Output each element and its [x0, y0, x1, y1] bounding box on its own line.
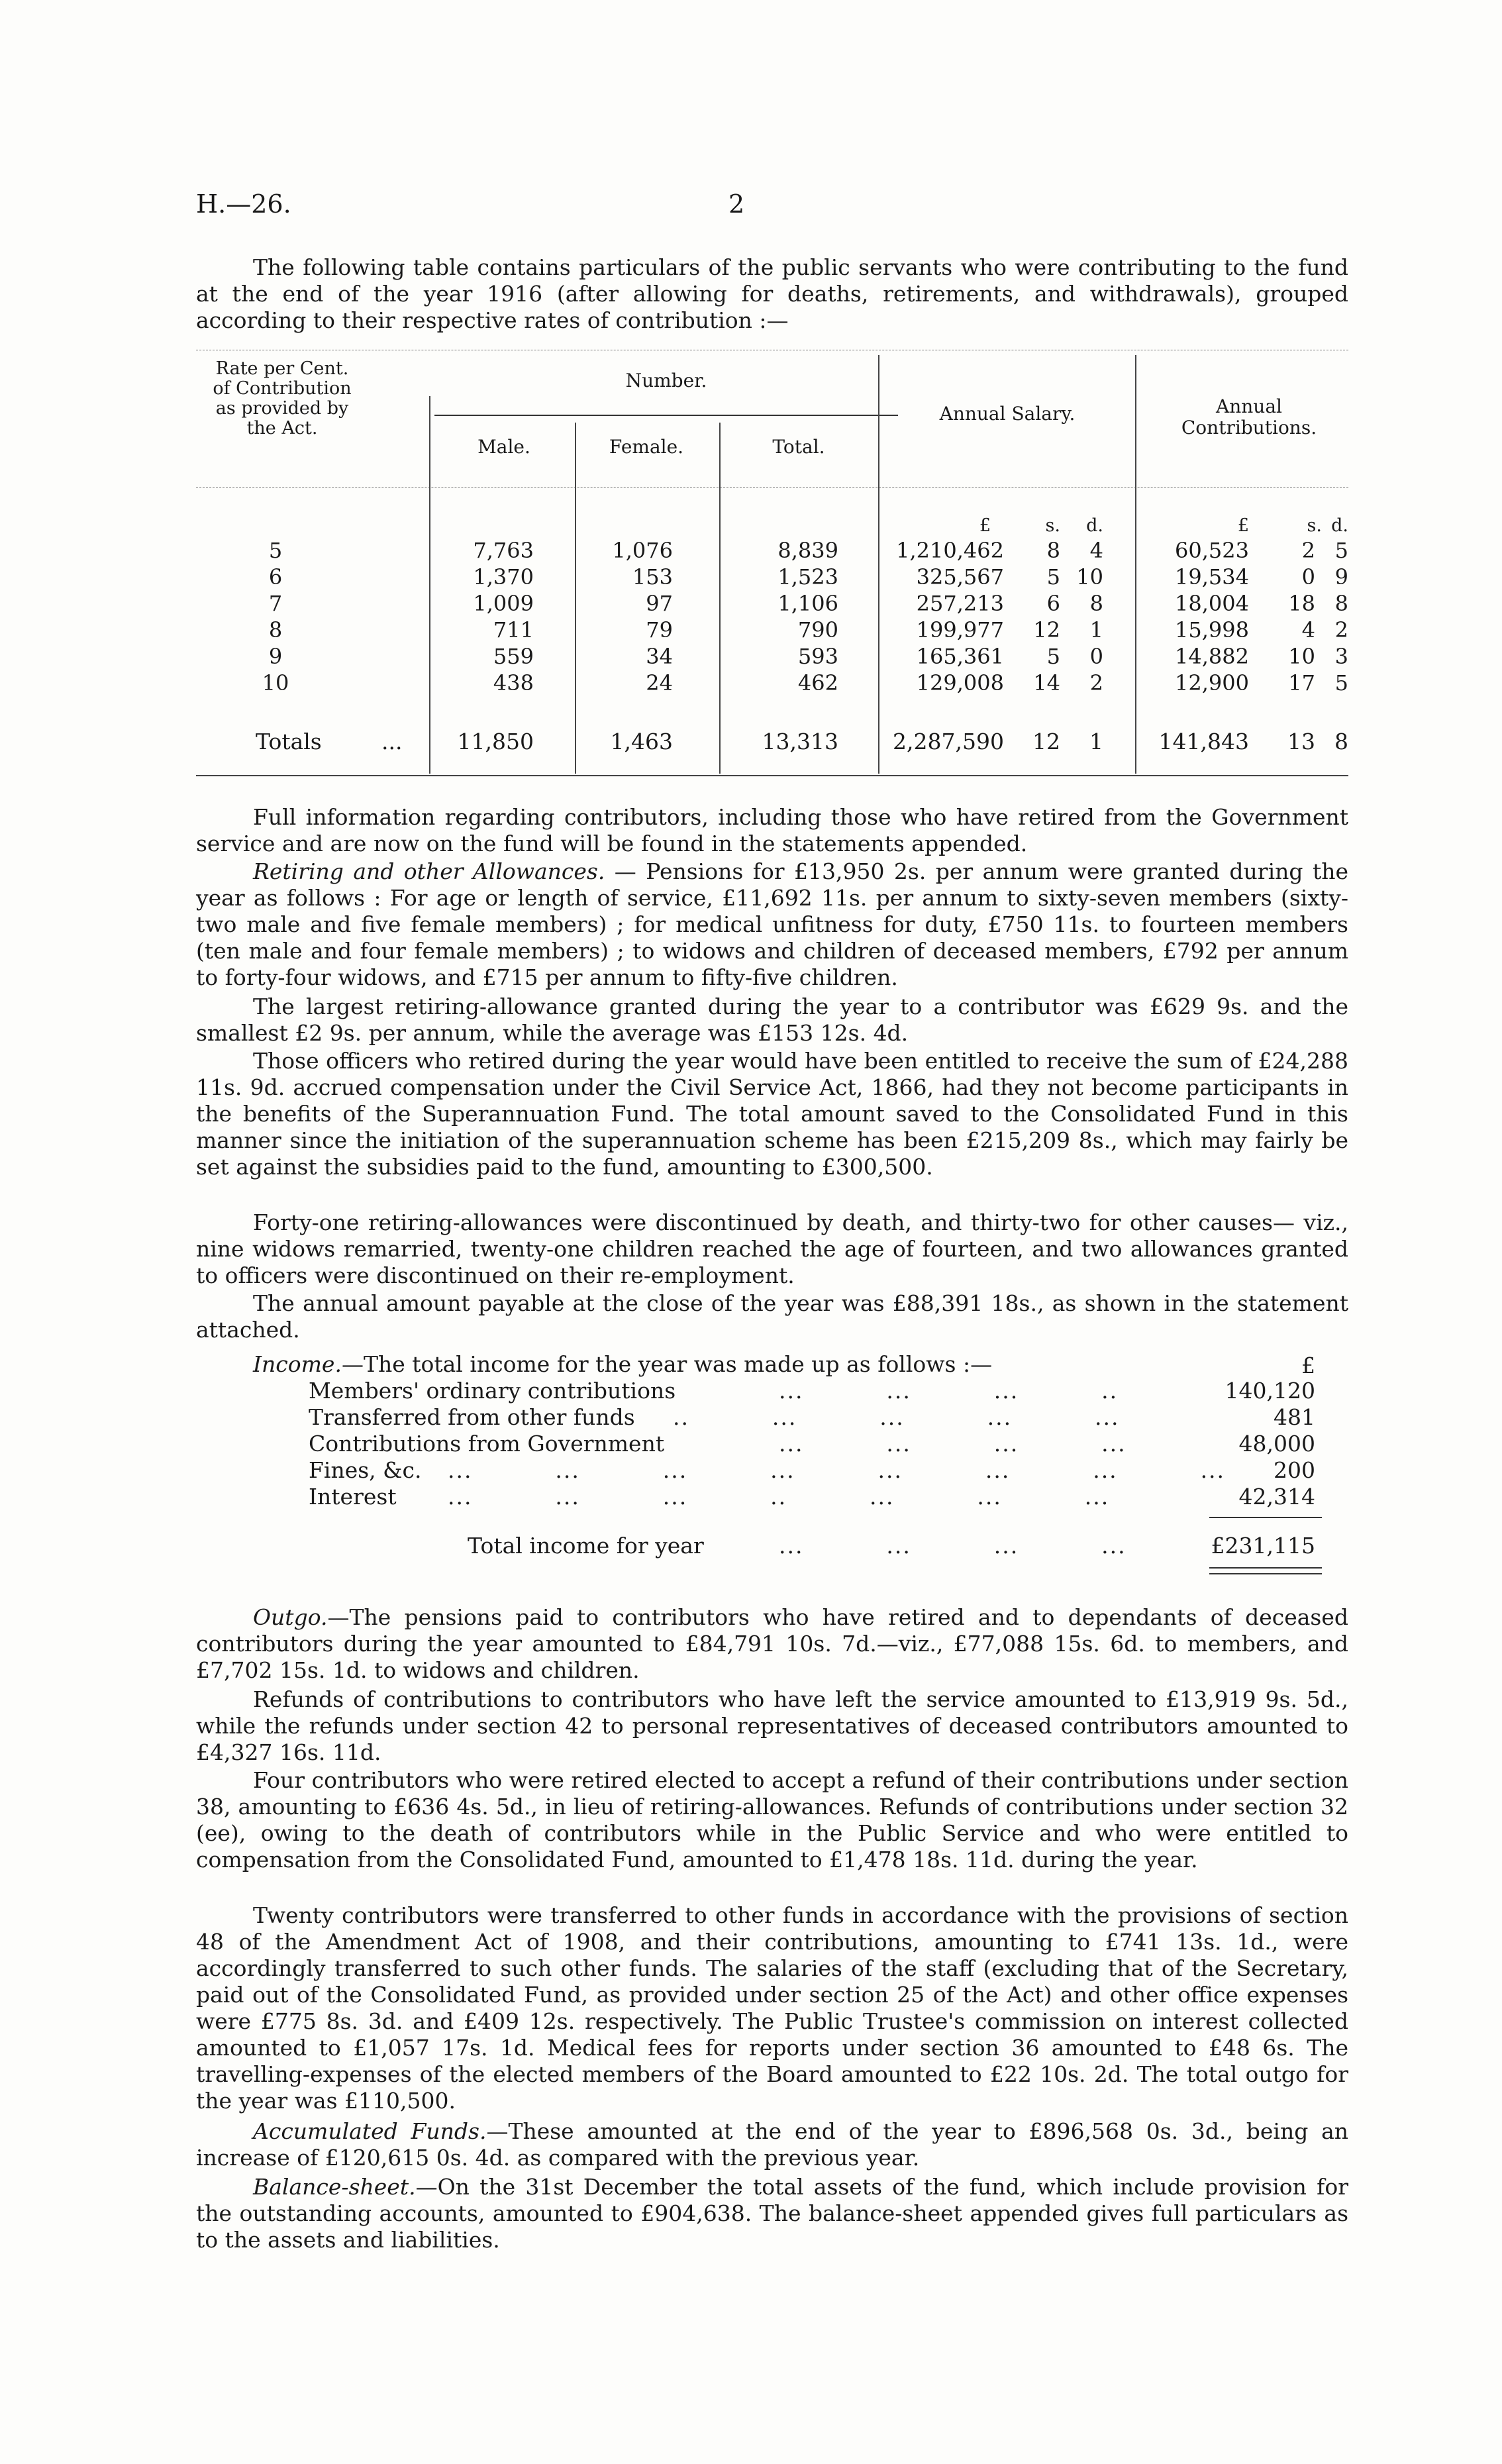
intro-paragraph: The following table contains particulars of the public servants who were contributing to the fund at the end of the year 1916 (after allowing for deaths, retirements, and withdrawals), grouped according to their respective rates of contribution :—	[196, 254, 1348, 333]
contrib-pounds-cell: 60,523	[1175, 538, 1249, 563]
four-contributors-paragraph: Four contributors who were retired elected to accept a refund of their contributions under section 38, amounting to £636 4s. 5d., in lieu of retiring-allowances. Refunds of contributions under section 32 (ee), owing to the death of contributors while in the Public Service and who were entitled to compensation from the Consolidated Fund, amounted to £1,478 18s. 11d. during the year.	[196, 1767, 1348, 1873]
contrib-pounds-cell: 18,004	[1175, 591, 1249, 616]
total-cell: 593	[797, 644, 838, 669]
male-cell: 1,370	[473, 564, 534, 590]
refunds-paragraph: Refunds of contributions to contributors who have left the service amounted to £13,919 9s. 5d., while the refunds under section 42 to personal representatives of deceased contributors amounted to £4,327 16s. 11d.	[196, 1686, 1348, 1765]
unit-salary-pound: £	[979, 515, 991, 536]
totals-female: 1,463	[610, 729, 673, 754]
income-item-label: Contributions from Government	[309, 1431, 665, 1457]
contrib-pence-cell: 8	[1334, 591, 1348, 616]
balance-sheet-heading: Balance-sheet.	[253, 2174, 416, 2200]
salary-shillings-cell: 5	[1046, 644, 1060, 669]
salary-pounds-cell: 165,361	[916, 644, 1004, 669]
salary-pence-cell: 8	[1089, 591, 1103, 616]
contributors-table	[196, 350, 1348, 780]
female-cell: 34	[646, 644, 673, 669]
income-item-amount: 200	[1274, 1457, 1315, 1483]
twenty-contributors-paragraph: Twenty contributors were transferred to other funds in accordance with the provisions of section 48 of the Amendment Act of 1908, and their contributions, amounting to £741 13s. 1d., were accordingly transferred to such other funds. The salaries of the staff (excluding that of the Secretary, paid out of the Consolidated Fund, as provided under section 25 of the Act) and other office expenses were £775 8s. 3d. and £409 12s. respectively. The Public Trustee's commission on interest collected amounted to £1,057 17s. 1d. Medical fees for reports under section 36 amounted to £48 6s. The travelling-expenses of the elected members of the Board amounted to £22 10s. 2d. The total outgo for the year was £110,500.	[196, 1902, 1348, 2114]
total-cell: 462	[797, 670, 838, 695]
accumulated-funds-heading: Accumulated Funds.	[253, 2118, 487, 2144]
table-row	[196, 591, 1348, 617]
income-item-label: Transferred from other funds	[309, 1404, 635, 1430]
income-total-label: Total income for year	[468, 1533, 704, 1559]
income-item-label: Members' ordinary contributions	[309, 1378, 676, 1404]
income-intro: —The total income for the year was made up as follows :—	[341, 1351, 993, 1377]
income-item-label: Interest	[309, 1484, 397, 1510]
income-item-amount: 42,314	[1238, 1484, 1315, 1510]
totals-male: 11,850	[457, 729, 534, 754]
contrib-pence-cell: 5	[1334, 670, 1348, 695]
header-annual-salary: Annual Salary.	[939, 403, 1076, 425]
salary-pounds-cell: 1,210,462	[896, 538, 1004, 563]
totals-label: Totals	[256, 729, 322, 754]
income-unit: £	[1301, 1353, 1315, 1378]
annual-amount-paragraph: The annual amount payable at the close of the year was £88,391 18s., as shown in the statement attached.	[196, 1290, 1348, 1343]
contrib-shillings-cell: 10	[1288, 644, 1315, 669]
income-subtotal-rule	[1209, 1517, 1322, 1518]
table-row	[196, 617, 1348, 644]
contrib-shillings-cell: 0	[1301, 564, 1315, 590]
table-row	[196, 564, 1348, 591]
male-cell: 559	[493, 644, 534, 669]
income-item-dots: ... ... ... ...	[779, 1431, 1126, 1457]
contrib-pounds-cell: 19,534	[1175, 564, 1249, 590]
salary-pence-cell: 0	[1089, 644, 1103, 669]
totals-contrib-pounds: 141,843	[1158, 729, 1249, 754]
header-female: Female.	[609, 436, 684, 458]
income-item-amount: 48,000	[1238, 1431, 1315, 1457]
unit-salary-pence: d.	[1086, 515, 1103, 536]
document-reference: H.—26.	[196, 189, 291, 219]
income-heading: Income.	[253, 1351, 342, 1377]
male-cell: 1,009	[473, 591, 534, 616]
header-male: Male.	[477, 436, 530, 458]
contrib-pence-cell: 9	[1334, 564, 1348, 590]
contrib-shillings-cell: 18	[1288, 591, 1315, 616]
income-item-amount: 140,120	[1225, 1378, 1315, 1404]
header-total: Total.	[772, 436, 825, 458]
header-rate: Rate per Cent. of Contribution as provided by the Act.	[213, 358, 352, 438]
rate-cell: 7	[268, 591, 283, 616]
contrib-pounds-cell: 14,882	[1175, 644, 1249, 669]
income-item-dots: ... ... ... ... ... ... ... ...	[448, 1457, 1226, 1483]
salary-pence-cell: 4	[1089, 538, 1103, 563]
income-item-label: Fines, &c.	[309, 1457, 422, 1483]
totals-salary-pounds: 2,287,590	[893, 729, 1004, 754]
totals-salary-pence: 1	[1089, 729, 1103, 754]
outgo-heading: Outgo.	[253, 1604, 328, 1630]
salary-shillings-cell: 12	[1033, 617, 1060, 642]
unit-contrib-pound: £	[1237, 515, 1249, 536]
total-cell: 1,106	[777, 591, 838, 616]
salary-shillings-cell: 5	[1046, 564, 1060, 590]
rate-cell: 5	[268, 538, 283, 563]
income-total-dots: ... ... ... ...	[779, 1533, 1126, 1559]
contrib-shillings-cell: 4	[1301, 617, 1315, 642]
salary-pounds-cell: 325,567	[916, 564, 1004, 590]
female-cell: 79	[646, 617, 673, 642]
salary-pounds-cell: 257,213	[916, 591, 1004, 616]
total-cell: 790	[797, 617, 838, 642]
income-item-dots: ... ... ... ..	[779, 1378, 1119, 1404]
largest-allowance-paragraph: The largest retiring-allowance granted during the year to a contributor was £629 9s. and the smallest £2 9s. per annum, while the average was £153 12s. 4d.	[196, 994, 1348, 1046]
table-row	[196, 538, 1348, 564]
female-cell: 1,076	[612, 538, 673, 563]
income-total-double-rule	[1209, 1567, 1322, 1574]
salary-shillings-cell: 14	[1033, 670, 1060, 695]
female-cell: 153	[632, 564, 673, 590]
income-item-amount: 481	[1274, 1404, 1315, 1430]
accrued-compensation-paragraph: Those officers who retired during the year would have been entitled to receive the sum of £24,288 11s. 9d. accrued compensation under the Civil Service Act, 1866, had they not become participants in the benefits of the Superannuation Fund. The total amount saved to the Consolidated Fund in this manner since the initiation of the superannuation scheme has been £215,209 8s., which may fairly be set against the subsidies paid to the fund, amounting to £300,500.	[196, 1048, 1348, 1180]
rate-cell: 10	[262, 670, 289, 695]
totals-row	[196, 729, 1348, 758]
total-cell: 8,839	[777, 538, 838, 563]
page-number: 2	[728, 189, 745, 219]
unit-salary-shillings: s.	[1045, 515, 1060, 536]
accumulated-funds-text: —These amounted at the end of the year to £896,568 0s. 3d., being an increase of £120,615 0s. 4d. as compared with the previous year.	[196, 2118, 1348, 2171]
salary-pounds-cell: 129,008	[916, 670, 1004, 695]
discontinued-allowances-paragraph: Forty-one retiring-allowances were discontinued by death, and thirty-two for other causes— viz., nine widows remarried, twenty-one children reached the age of fourteen, and two allowances granted to officers were discontinued on their re-employment.	[196, 1209, 1348, 1288]
male-cell: 7,763	[473, 538, 534, 563]
salary-pence-cell: 10	[1076, 564, 1103, 590]
female-cell: 24	[646, 670, 673, 695]
outgo-text: —The pensions paid to contributors who have retired and to dependants of deceased contributors during the year amounted to £84,791 10s. 7d.—viz., £77,088 15s. 6d. to members, and £7,702 15s. 1d. to widows and children.	[196, 1604, 1348, 1683]
table-row	[196, 644, 1348, 670]
balance-sheet-paragraph	[196, 2174, 1348, 2253]
retiring-allowances-heading: Retiring and other Allowances.	[253, 858, 605, 884]
rate-cell: 6	[268, 564, 283, 590]
rate-cell: 8	[268, 617, 283, 642]
header-number: Number.	[625, 370, 707, 391]
totals-leader-dots: ...	[381, 729, 403, 754]
contrib-pence-cell: 2	[1334, 617, 1348, 642]
salary-pence-cell: 2	[1089, 670, 1103, 695]
full-info-paragraph: Full information regarding contributors, including those who have retired from the Government service and are now on the fund will be found in the statements appended.	[196, 804, 1348, 856]
income-item-dots: ... ... ... .. ... ... ...	[448, 1484, 1110, 1510]
totals-contrib-pence: 8	[1334, 729, 1348, 754]
male-cell: 711	[493, 617, 534, 642]
contrib-pence-cell: 5	[1334, 538, 1348, 563]
contrib-pounds-cell: 12,900	[1175, 670, 1249, 695]
salary-pence-cell: 1	[1089, 617, 1103, 642]
unit-contrib-shillings: s.	[1307, 515, 1322, 536]
outgo-paragraph	[196, 1604, 1348, 1684]
table-row	[196, 670, 1348, 697]
contrib-pounds-cell: 15,998	[1175, 617, 1249, 642]
contrib-shillings-cell: 2	[1301, 538, 1315, 563]
salary-shillings-cell: 8	[1046, 538, 1060, 563]
totals-contrib-shillings: 13	[1287, 729, 1315, 754]
income-item-dots: .. ... ... ... ...	[673, 1404, 1120, 1430]
male-cell: 438	[493, 670, 534, 695]
female-cell: 97	[646, 591, 673, 616]
balance-sheet-text: —On the 31st December the total assets of the fund, which include provision for the outstanding accounts, amounted to £904,638. The balance-sheet appended gives full particulars as to the assets and liabilities.	[196, 2174, 1348, 2253]
salary-pounds-cell: 199,977	[916, 617, 1004, 642]
accumulated-funds-paragraph	[196, 2118, 1348, 2171]
income-total-amount: £231,115	[1211, 1533, 1315, 1559]
unit-contrib-pence: d.	[1331, 515, 1348, 536]
retiring-allowances-text: — Pensions for £13,950 2s. per annum were granted during the year as follows : For age or length of service, £11,692 11s. per annum to sixty-seven members (sixty-two male and five female members) ; for medical unfitness for duty, £750 11s. to fourteen members (ten male and four female members) ; to widows and children of deceased members, £792 per annum to forty-four widows, and £715 per annum to fifty-five children.	[196, 858, 1348, 990]
total-cell: 1,523	[777, 564, 838, 590]
header-annual-contributions: Annual Contributions.	[1181, 395, 1317, 438]
contrib-pence-cell: 3	[1334, 644, 1348, 669]
totals-salary-shillings: 12	[1032, 729, 1060, 754]
rate-cell: 9	[268, 644, 283, 669]
contrib-shillings-cell: 17	[1288, 670, 1315, 695]
totals-total: 13,313	[762, 729, 838, 754]
retiring-allowances-paragraph	[196, 858, 1348, 991]
salary-shillings-cell: 6	[1046, 591, 1060, 616]
